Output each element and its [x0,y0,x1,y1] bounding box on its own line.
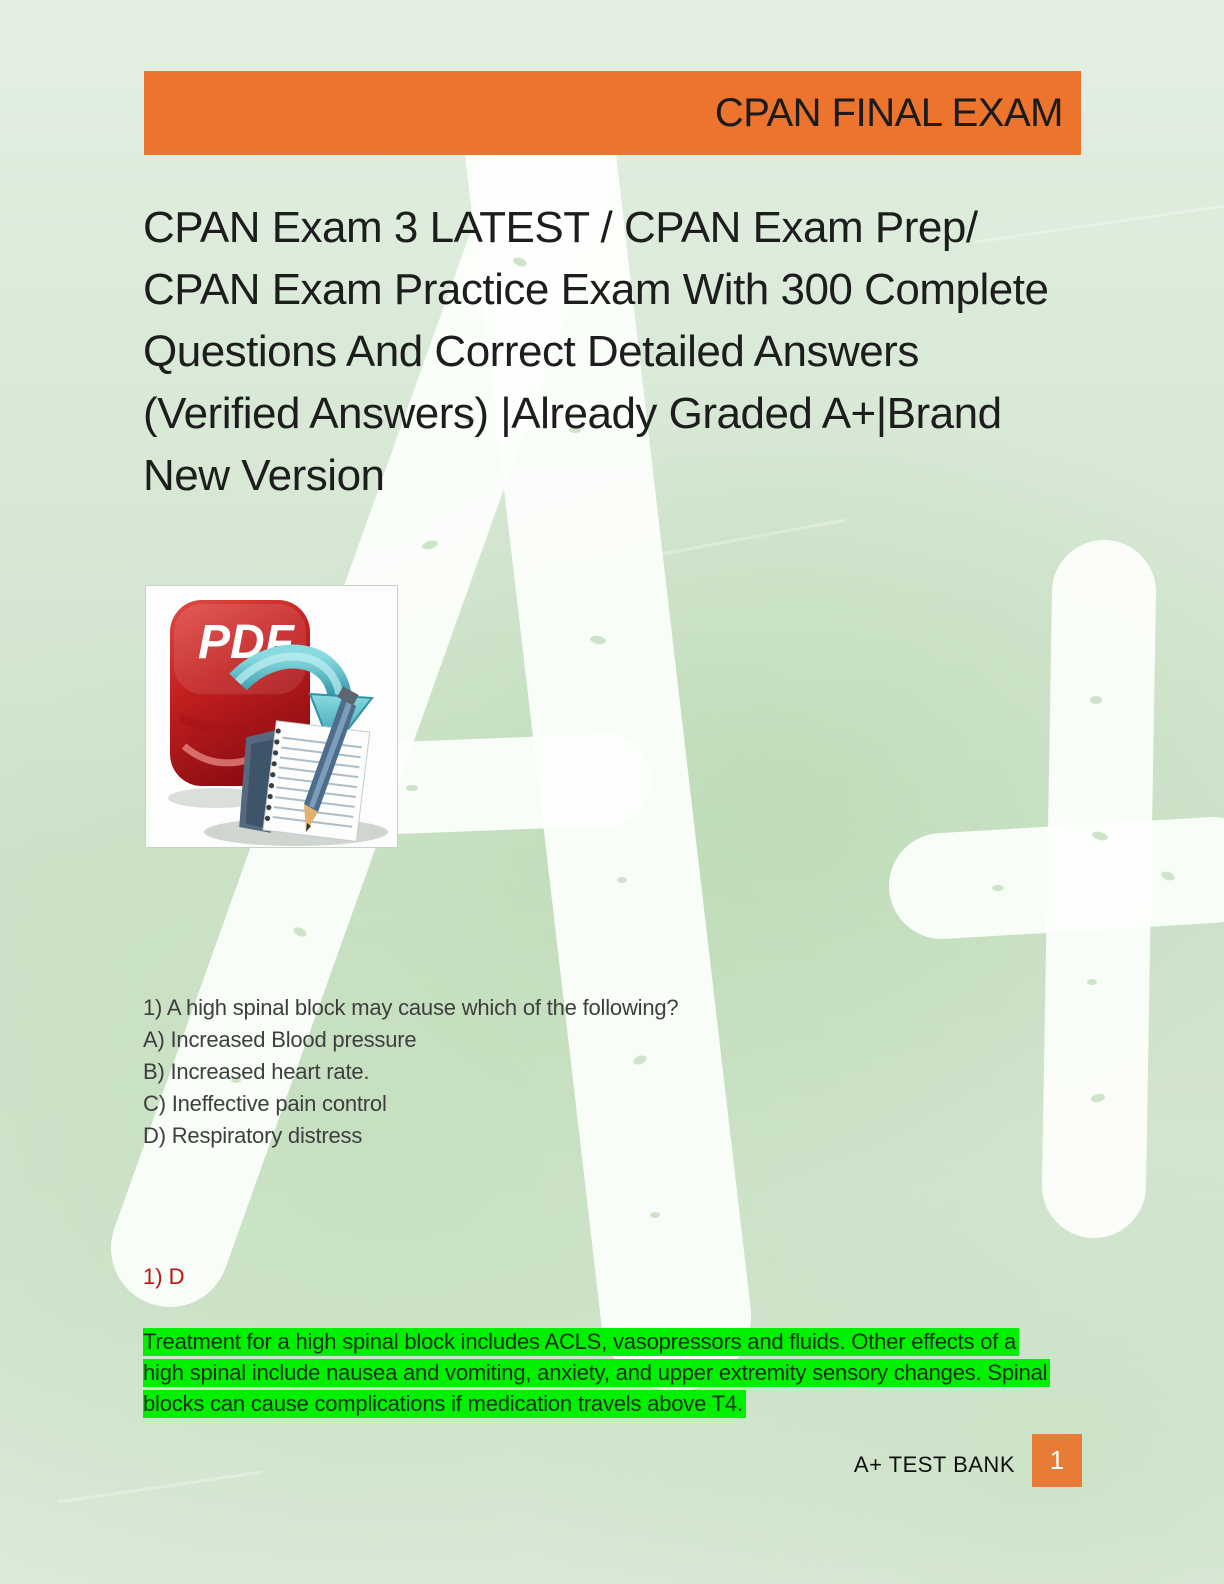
highlighted-text: Treatment for a high spinal block includes ACLS, vasopressors and fluids. Other effects of a [143,1328,1019,1356]
page-number-badge [1032,1434,1082,1487]
explanation-block [143,1326,1050,1419]
pdf-converter-icon [146,586,397,847]
notepad-icon [235,717,370,843]
title-line: CPAN Exam 3 LATEST / CPAN Exam Prep/ [143,203,978,252]
question-option-c: C) Ineffective pain control [143,1091,387,1116]
header-banner [144,71,1081,155]
header-banner-title: CPAN FINAL EXAM [714,91,1063,135]
question-option-d: D) Respiratory distress [143,1123,363,1148]
highlighted-text: high spinal include nausea and vomiting, anxiety, and upper extremity sensory changes. Spinal [143,1359,1050,1387]
title-line: (Verified Answers) |Already Graded A+|Brand [143,389,1002,438]
pdf-badge-label: PDF [198,616,294,669]
question-block [143,992,678,1152]
footer-brand: A+ TEST BANK [853,1452,1015,1477]
pdf-converter-image [145,585,398,848]
title-line: CPAN Exam Practice Exam With 300 Complete [143,265,1049,314]
question-prompt: 1) A high spinal block may cause which of the following? [143,995,679,1020]
document-title [143,197,1048,507]
explanation-line [143,1326,1050,1357]
question-option-b: B) Increased heart rate. [143,1059,370,1084]
title-line: New Version [143,451,385,500]
highlighted-text: blocks can cause complications if medication travels above T4. [143,1390,746,1418]
title-line: Questions And Correct Detailed Answers [143,327,919,376]
page-number: 1 [1049,1445,1065,1475]
question-option-a: A) Increased Blood pressure [143,1027,417,1052]
answer-key: 1) D [143,1264,185,1289]
explanation-line [143,1357,1050,1388]
explanation-line [143,1388,1050,1419]
